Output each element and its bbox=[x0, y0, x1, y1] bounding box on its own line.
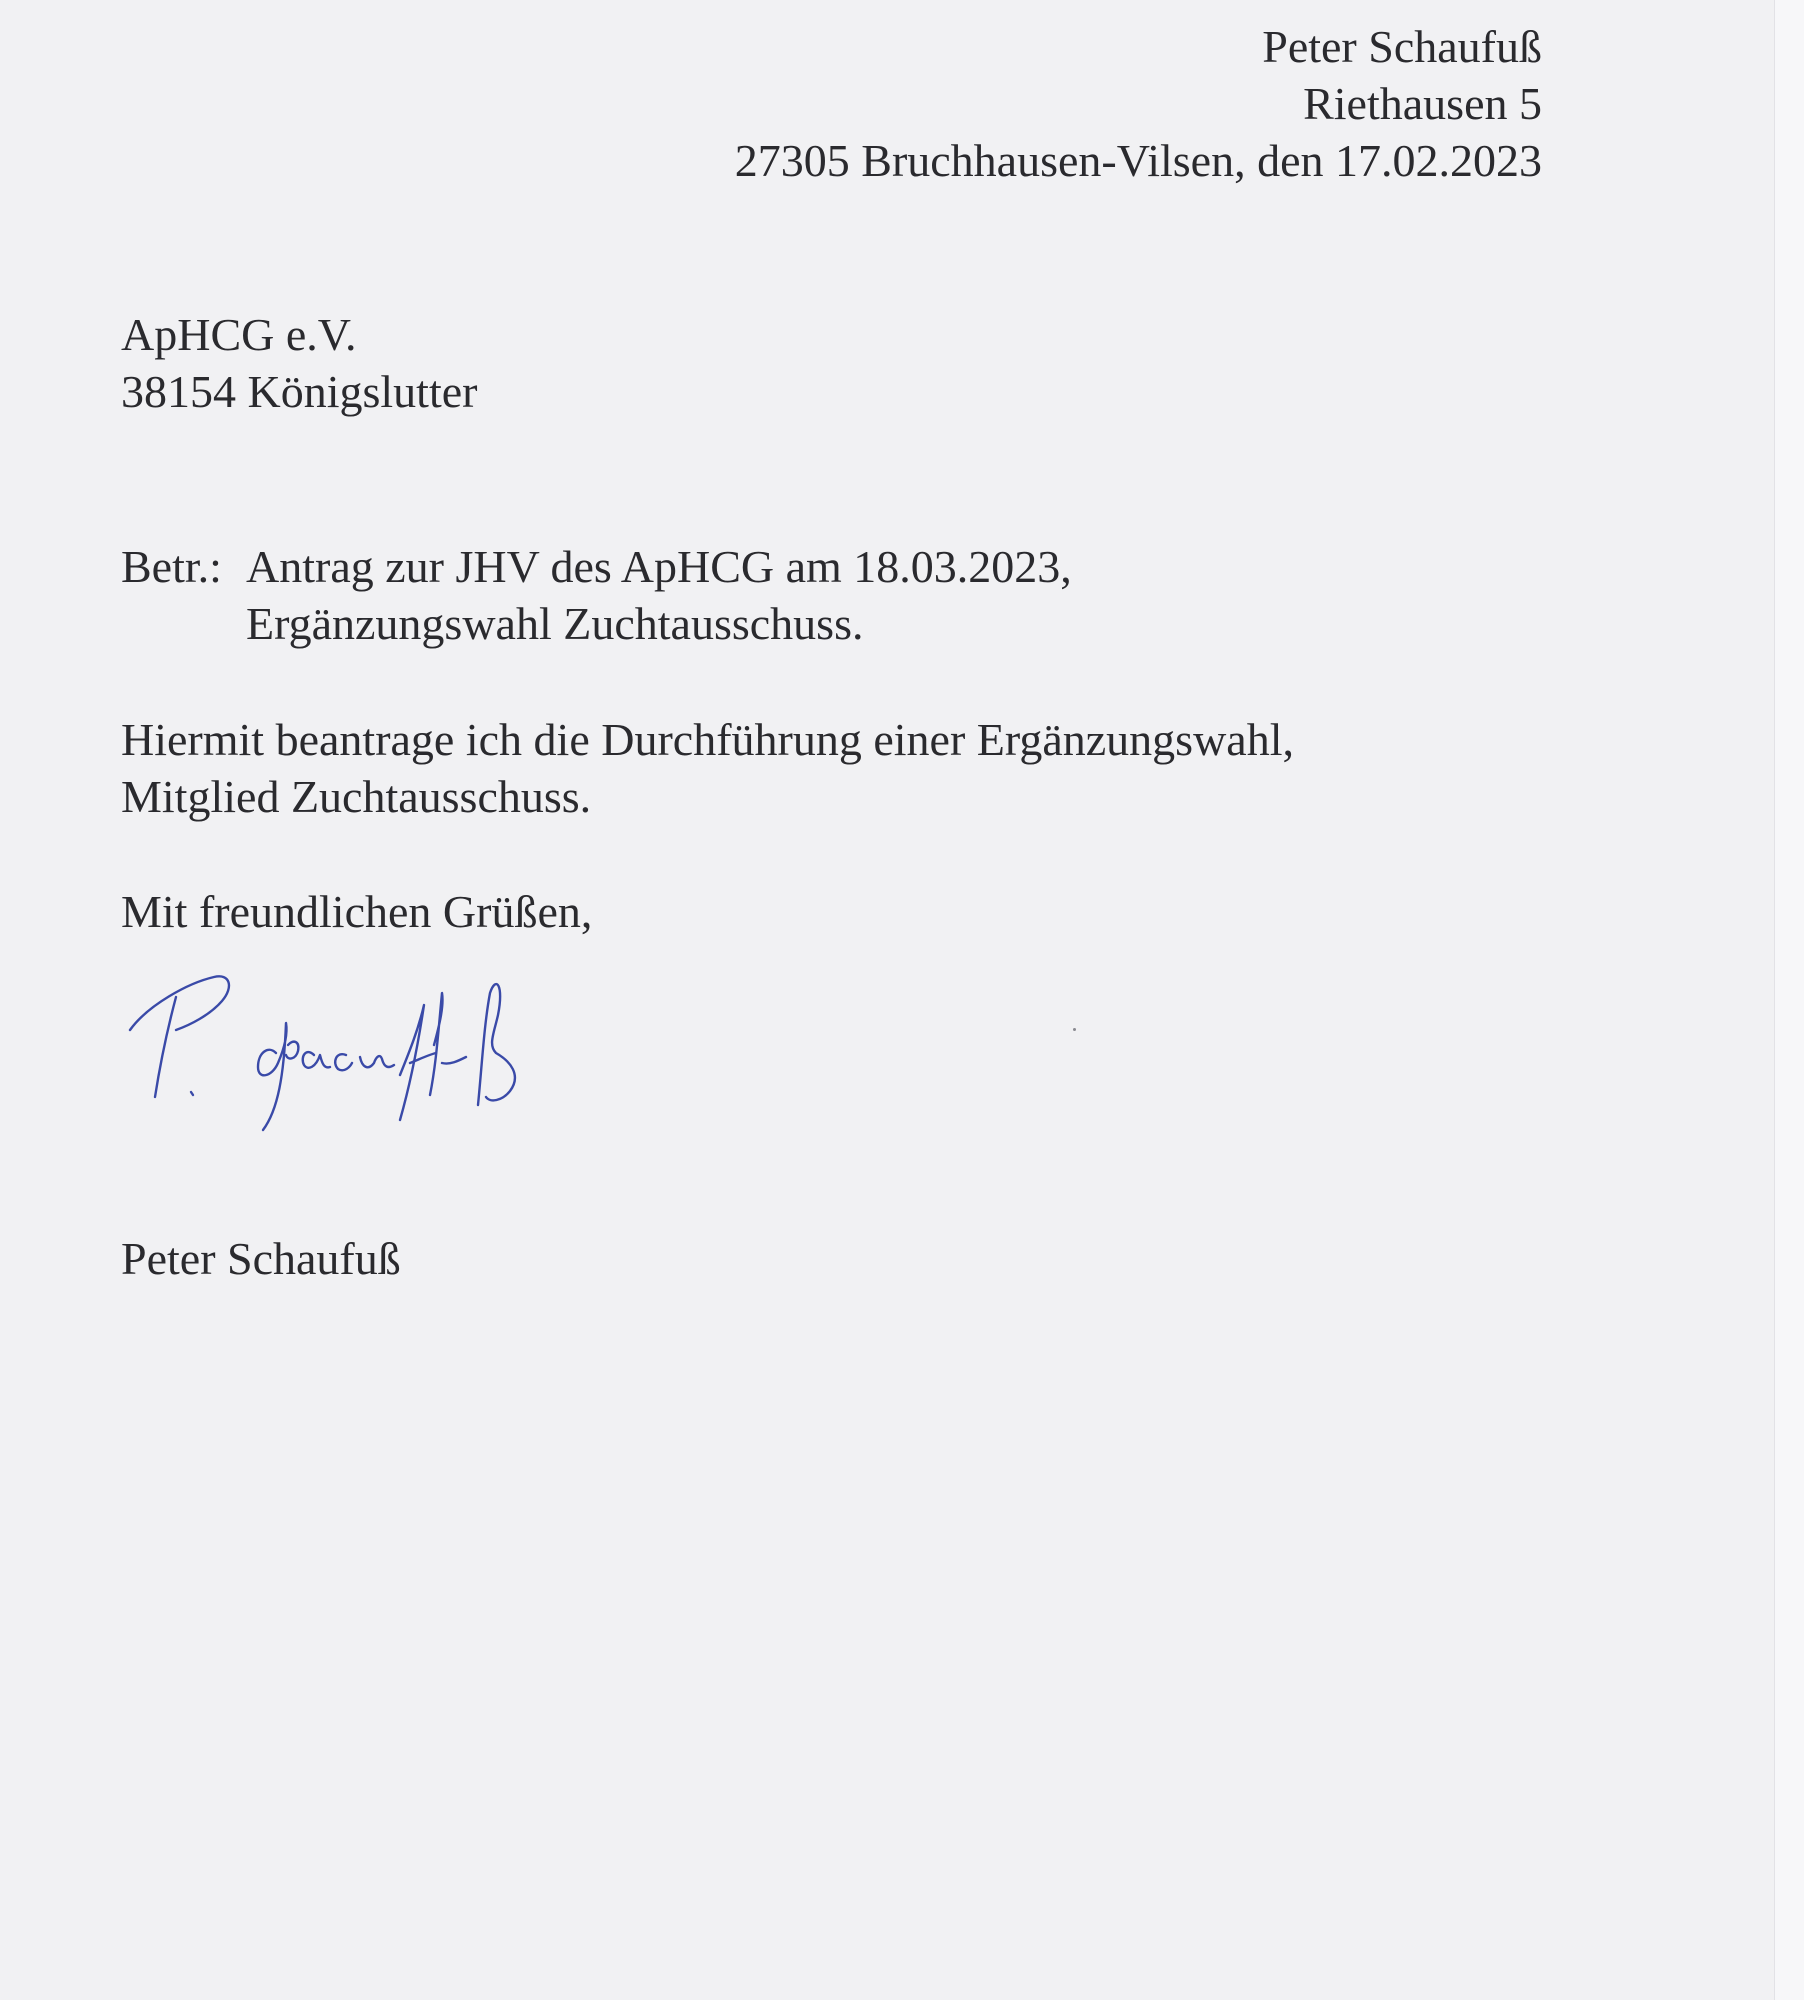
handwritten-signature bbox=[118, 935, 618, 1135]
subject-prefix: Betr.: bbox=[121, 541, 222, 592]
paper-speck bbox=[1073, 1028, 1076, 1031]
sender-address-block bbox=[735, 18, 1542, 189]
sender-street: Riethausen 5 bbox=[1303, 78, 1542, 129]
subject-line bbox=[121, 538, 1072, 652]
closing-salutation: Mit freundlichen Grüßen, bbox=[121, 886, 593, 937]
subject-text bbox=[246, 538, 1072, 652]
recipient-city: 38154 Königslutter bbox=[121, 366, 478, 417]
recipient-address-block bbox=[121, 306, 477, 420]
sender-city-date: 27305 Bruchhausen-Vilsen, den 17.02.2023 bbox=[734, 135, 1542, 186]
typed-signature-name: Peter Schaufuß bbox=[121, 1233, 401, 1284]
page-edge bbox=[1774, 0, 1804, 2000]
body-line-1: Hiermit beantrage ich die Durchführung einer Ergänzungswahl, bbox=[121, 714, 1294, 765]
sender-name: Peter Schaufuß bbox=[1262, 21, 1542, 72]
subject-line-2: Ergänzungswahl Zuchtausschuss. bbox=[246, 598, 864, 649]
letter-body bbox=[121, 711, 1294, 825]
recipient-name: ApHCG e.V. bbox=[121, 309, 357, 360]
body-line-2: Mitglied Zuchtausschuss. bbox=[121, 771, 592, 822]
subject-line-1: Antrag zur JHV des ApHCG am 18.03.2023, bbox=[246, 541, 1072, 592]
